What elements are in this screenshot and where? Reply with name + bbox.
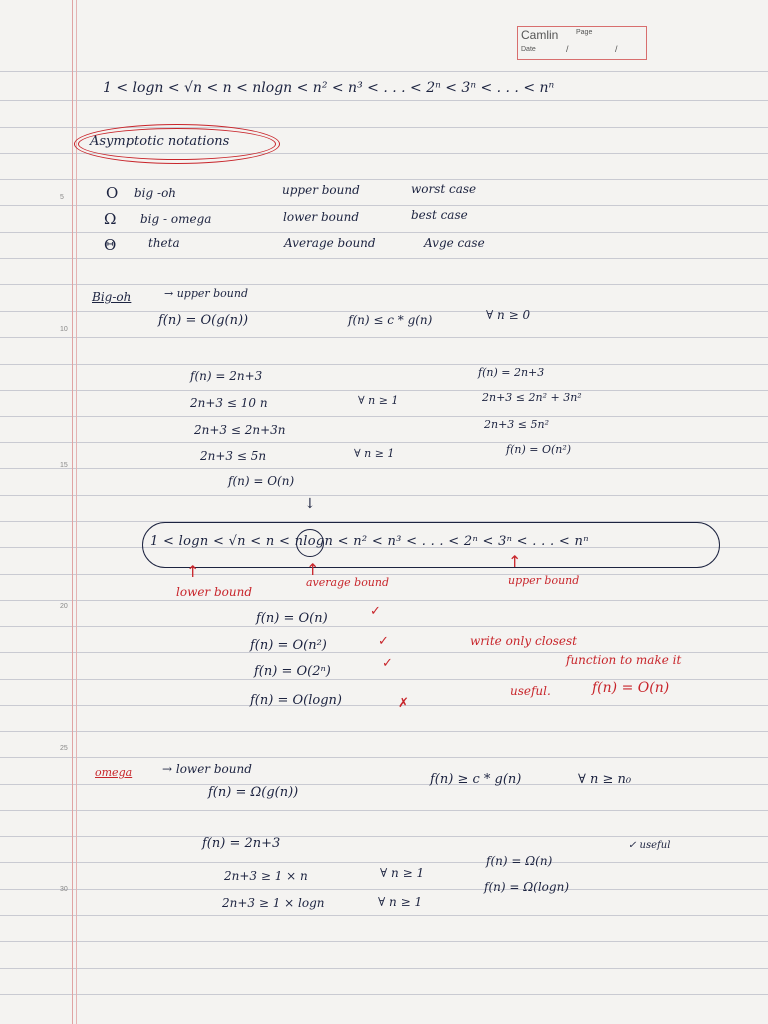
heading-asymptotic-notations: Asymptotic notations bbox=[90, 134, 230, 149]
bigoh-arrow: → upper bound bbox=[164, 287, 249, 300]
notation-name: big -oh bbox=[134, 186, 177, 200]
bigoh-definition: f(n) = O(g(n)) bbox=[158, 313, 249, 328]
lower-bound-label: lower bound bbox=[176, 585, 253, 599]
bigoh-result: f(n) = O(n²) bbox=[250, 638, 327, 653]
line-number: 10 bbox=[60, 326, 68, 333]
date-label: Date bbox=[521, 46, 536, 53]
line-number: 15 bbox=[60, 462, 68, 469]
bigoh-left-step: f(n) = O(n) bbox=[228, 474, 295, 488]
note-line: function to make it bbox=[566, 653, 682, 667]
check-mark: ✓ bbox=[382, 656, 393, 671]
line-number: 20 bbox=[60, 603, 68, 610]
check-mark: ✓ bbox=[378, 634, 389, 649]
omega-step: 2n+3 ≥ 1 × n bbox=[224, 869, 308, 883]
margin-line bbox=[76, 0, 77, 1024]
line-number: 30 bbox=[60, 886, 68, 893]
brand-label: Camlin bbox=[521, 28, 559, 42]
bigoh-left-condition: ∀ n ≥ 1 bbox=[358, 394, 399, 407]
note-line: write only closest bbox=[470, 634, 577, 648]
bigoh-right-step: f(n) = O(n²) bbox=[506, 443, 572, 456]
notation-bound: lower bound bbox=[283, 210, 360, 224]
notebook-header-box bbox=[517, 26, 647, 60]
notation-case: best case bbox=[411, 208, 468, 222]
note-line: useful. bbox=[510, 684, 551, 698]
omega-definition: f(n) = Ω(g(n)) bbox=[208, 785, 299, 800]
notation-symbol: O bbox=[106, 184, 119, 202]
arrow-down: ↓ bbox=[304, 496, 316, 512]
omega-condition: ∀ n ≥ 1 bbox=[380, 866, 425, 880]
omega-condition: ∀ n ≥ 1 bbox=[378, 895, 423, 909]
bigoh-result: f(n) = O(n) bbox=[256, 611, 328, 626]
line-number: 5 bbox=[60, 194, 64, 201]
omega-inequality: f(n) ≥ c * g(n) bbox=[430, 772, 522, 787]
cross-mark: ✗ bbox=[398, 696, 409, 711]
average-bound-label: average bound bbox=[306, 576, 390, 589]
notation-name: theta bbox=[148, 236, 180, 250]
notation-name: big - omega bbox=[140, 212, 212, 226]
bigoh-left-condition: ∀ n ≥ 1 bbox=[354, 447, 395, 460]
useful-mark: ✓ useful bbox=[628, 840, 671, 851]
bigoh-inequality: f(n) ≤ c * g(n) bbox=[348, 313, 433, 327]
notation-bound: upper bound bbox=[282, 183, 360, 197]
bigoh-left-step: 2n+3 ≤ 10 n bbox=[190, 396, 268, 410]
omega-step: 2n+3 ≥ 1 × logn bbox=[222, 896, 325, 910]
bigoh-left-step: f(n) = 2n+3 bbox=[190, 369, 263, 383]
bigoh-condition: ∀ n ≥ 0 bbox=[486, 308, 531, 322]
growth-order-line: 1 < logn < √n < n < nlogn < n² < n³ < . . . < 2ⁿ < 3ⁿ < . . . < nⁿ bbox=[103, 80, 555, 96]
arrow-up-icon: ↑ bbox=[186, 562, 200, 581]
notation-case: worst case bbox=[411, 182, 477, 196]
arrow-up-icon: ↑ bbox=[508, 552, 522, 571]
omega-arrow: → lower bound bbox=[162, 762, 252, 776]
upper-bound-label: upper bound bbox=[508, 574, 580, 587]
omega-result: f(n) = Ω(n) bbox=[486, 854, 553, 868]
omega-condition: ∀ n ≥ n₀ bbox=[578, 772, 632, 787]
date-value: / / bbox=[566, 44, 640, 54]
bigoh-left-step: 2n+3 ≤ 5n bbox=[200, 449, 267, 463]
bigoh-right-step: 2n+3 ≤ 5n² bbox=[484, 418, 550, 431]
page-label: Page bbox=[576, 29, 593, 36]
bigoh-right-step: f(n) = 2n+3 bbox=[478, 366, 545, 379]
bigoh-right-step: 2n+3 ≤ 2n² + 3n² bbox=[482, 391, 582, 404]
notation-symbol: Ω bbox=[104, 210, 117, 228]
bigoh-left-step: 2n+3 ≤ 2n+3n bbox=[194, 423, 286, 437]
note-line: f(n) = O(n) bbox=[592, 680, 670, 696]
omega-label: omega bbox=[95, 766, 133, 779]
bigoh-result: f(n) = O(logn) bbox=[250, 693, 342, 708]
line-number: 25 bbox=[60, 745, 68, 752]
bigoh-label: Big-oh bbox=[92, 290, 132, 304]
margin-line bbox=[72, 0, 73, 1024]
check-mark: ✓ bbox=[370, 604, 381, 619]
omega-example: f(n) = 2n+3 bbox=[202, 836, 281, 851]
growth-chain: 1 < logn < √n < n < nlogn < n² < n³ < . . . < 2ⁿ < 3ⁿ < . . . < nⁿ bbox=[150, 534, 589, 549]
notation-bound: Average bound bbox=[284, 236, 376, 250]
notation-case: Avge case bbox=[424, 236, 485, 250]
arrow-up-icon: ↑ bbox=[306, 560, 320, 579]
omega-result: f(n) = Ω(logn) bbox=[484, 880, 570, 894]
notation-symbol: Θ bbox=[104, 236, 117, 254]
bigoh-result: f(n) = O(2ⁿ) bbox=[254, 664, 331, 679]
